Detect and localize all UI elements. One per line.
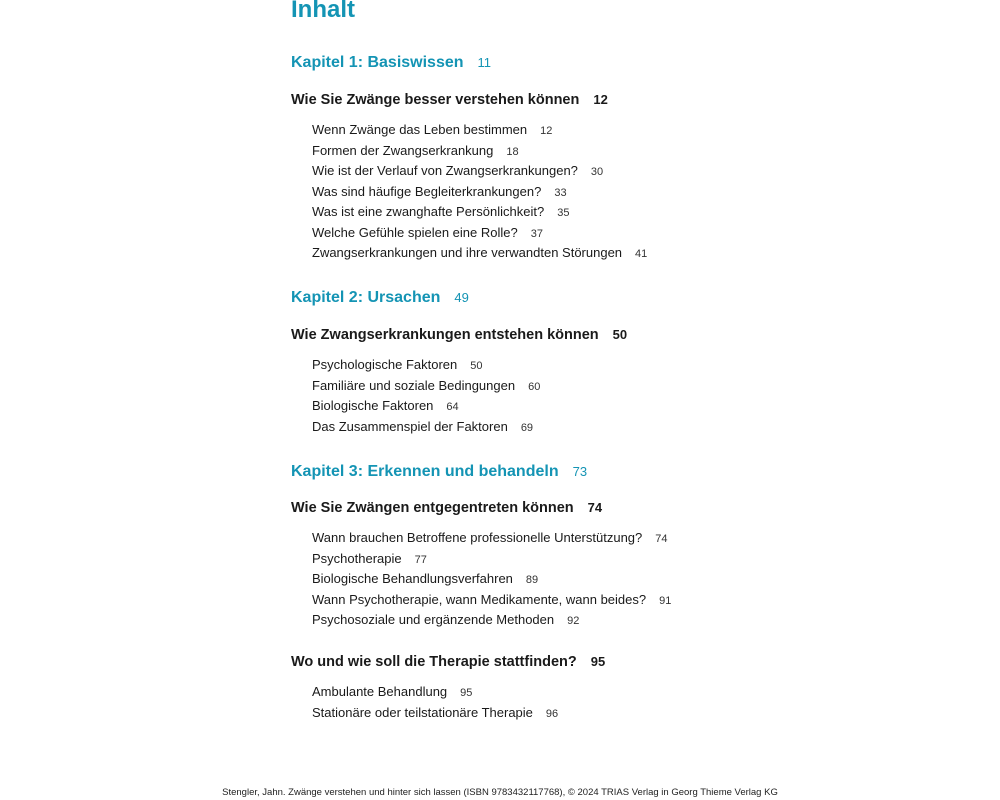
entry-title: Was ist eine zwanghafte Persönlichkeit? <box>312 204 545 219</box>
section-heading[interactable] <box>291 500 602 516</box>
entry-page-number: 74 <box>655 533 668 545</box>
chapter-heading[interactable] <box>291 289 469 307</box>
entry-title: Psychotherapie <box>312 550 402 566</box>
section-title: Wie Sie Zwänge besser verstehen können <box>291 92 580 108</box>
entry-title: Stationäre oder teilstationäre Therapie <box>312 704 533 720</box>
footer-citation: Stengler, Jahn. Zwänge verstehen und hinter sich lassen (ISBN 9783432117768), © 2024 TRIAS Verlag in Georg Thieme Verlag KG <box>222 787 778 798</box>
toc-entry[interactable] <box>312 396 540 417</box>
entry-page-number: 12 <box>540 125 553 137</box>
chapter-heading[interactable] <box>291 54 491 72</box>
entry-page-number: 92 <box>567 615 580 627</box>
section-title: Wie Sie Zwängen entgegentreten können <box>291 500 574 516</box>
toc-entry[interactable] <box>312 202 647 223</box>
entry-page-number: 33 <box>554 186 567 199</box>
entry-title: Welche Gefühle spielen eine Rolle? <box>312 224 518 240</box>
toc-entry[interactable] <box>312 590 671 611</box>
section-page-number: 74 <box>587 500 603 515</box>
toc-entry[interactable] <box>312 703 558 724</box>
toc-entry[interactable] <box>312 120 647 141</box>
entry-title: Ambulante Behandlung <box>312 684 448 699</box>
section-title: Wo und wie soll die Therapie stattfinden? <box>291 654 577 670</box>
chapter-page-number: 11 <box>477 55 492 70</box>
entry-title: Psychosoziale und ergänzende Methoden <box>312 612 555 627</box>
section-heading[interactable] <box>291 327 627 343</box>
section-page-number: 50 <box>612 327 628 342</box>
entry-page-number: 91 <box>659 594 672 607</box>
entry-page-number: 60 <box>528 380 541 393</box>
toc-entry[interactable] <box>312 141 647 162</box>
toc-entry[interactable] <box>312 243 647 264</box>
entry-title: Wie ist der Verlauf von Zwangserkrankungen? <box>312 163 578 178</box>
toc-entry[interactable] <box>312 549 671 570</box>
chapter-page-number: 49 <box>454 290 469 305</box>
section-heading[interactable] <box>291 92 608 108</box>
entry-page-number: 37 <box>530 227 543 240</box>
entry-list <box>312 682 558 723</box>
chapter-title: Kapitel 1: Basiswissen <box>291 54 464 71</box>
chapter-title: Kapitel 2: Ursachen <box>291 289 441 306</box>
entry-title: Psychologische Faktoren <box>312 357 458 372</box>
toc-entry[interactable] <box>312 610 671 631</box>
chapter-heading[interactable] <box>291 463 587 481</box>
toc-entry[interactable] <box>312 569 671 590</box>
toc-entry[interactable] <box>312 161 647 182</box>
toc-entry[interactable] <box>312 223 647 244</box>
section-title: Wie Zwangserkrankungen entstehen können <box>291 327 599 343</box>
entry-title: Wann brauchen Betroffene professionelle Unterstützung? <box>312 530 643 545</box>
entry-list <box>312 120 647 264</box>
entry-title: Wenn Zwänge das Leben bestimmen <box>312 122 528 137</box>
entry-page-number: 95 <box>460 687 473 699</box>
entry-page-number: 64 <box>446 401 459 413</box>
toc-entry[interactable] <box>312 682 558 703</box>
entry-title: Zwangserkrankungen und ihre verwandten Störungen <box>312 245 623 260</box>
entry-list <box>312 528 671 631</box>
toc-entry[interactable] <box>312 355 540 376</box>
entry-title: Biologische Faktoren <box>312 398 434 413</box>
page-title: Inhalt <box>291 0 355 23</box>
entry-page-number: 96 <box>545 707 559 720</box>
entry-title: Was sind häufige Begleiterkrankungen? <box>312 183 542 199</box>
entry-page-number: 89 <box>525 574 539 586</box>
entry-page-number: 41 <box>635 248 648 260</box>
section-page-number: 95 <box>590 654 606 669</box>
toc-entry[interactable] <box>312 182 647 203</box>
chapter-title: Kapitel 3: Erkennen und behandeln <box>291 463 559 480</box>
toc-entry[interactable] <box>312 417 540 438</box>
entry-page-number: 35 <box>557 207 570 219</box>
entry-page-number: 18 <box>506 145 519 158</box>
chapter-page-number: 73 <box>572 464 588 479</box>
entry-title: Wann Psychotherapie, wann Medikamente, wann beides? <box>312 591 647 607</box>
entry-page-number: 69 <box>520 421 534 434</box>
entry-list <box>312 355 540 437</box>
toc-entry[interactable] <box>312 376 540 397</box>
entry-page-number: 30 <box>590 166 604 178</box>
toc-entry[interactable] <box>312 528 671 549</box>
entry-page-number: 50 <box>470 360 483 372</box>
entry-title: Formen der Zwangserkrankung <box>312 142 494 158</box>
section-page-number: 12 <box>593 92 608 107</box>
section-heading[interactable] <box>291 654 605 670</box>
entry-page-number: 77 <box>414 553 427 566</box>
entry-title: Familiäre und soziale Bedingungen <box>312 377 516 393</box>
entry-title: Das Zusammenspiel der Faktoren <box>312 418 508 434</box>
entry-title: Biologische Behandlungsverfahren <box>312 571 513 586</box>
